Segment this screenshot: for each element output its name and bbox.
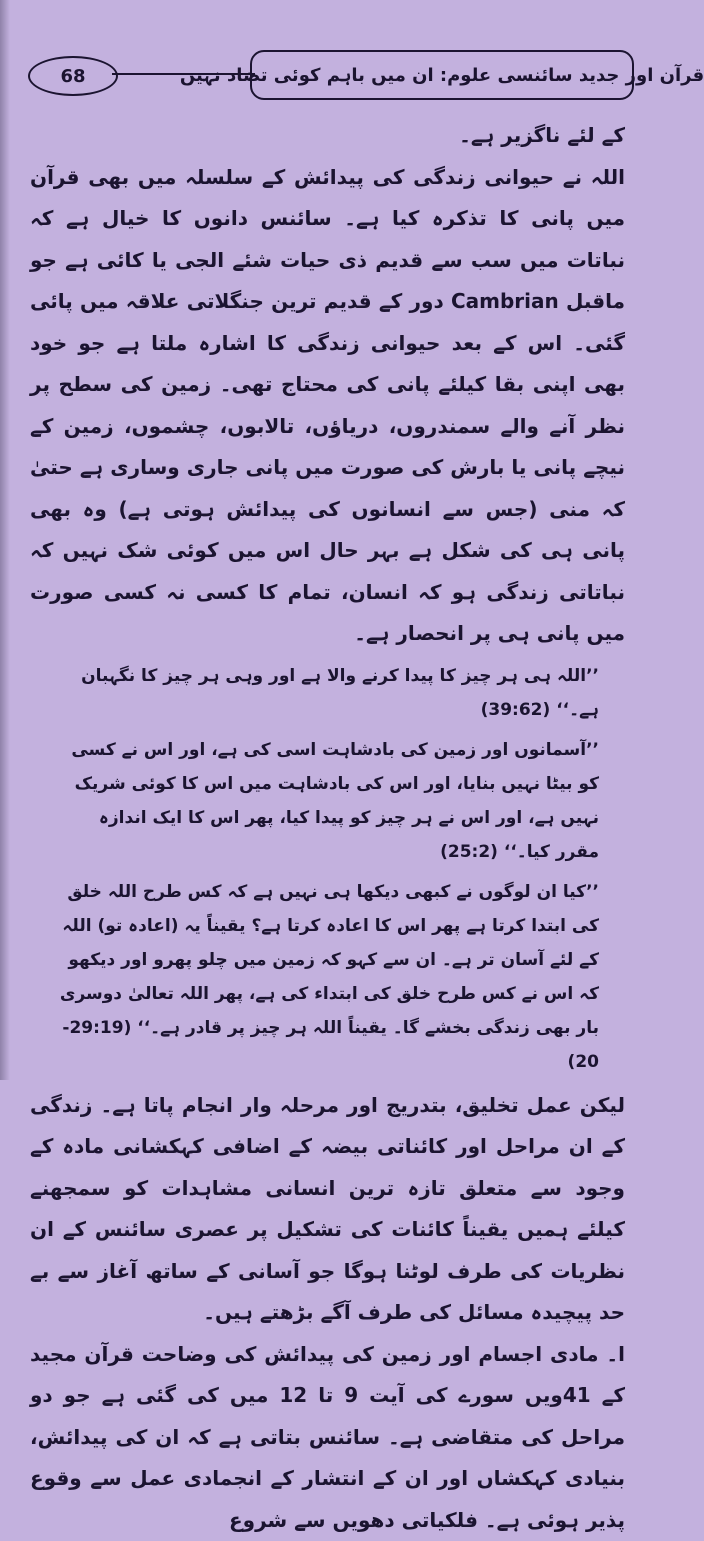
paragraph-4: ا۔ مادی اجسام اور زمین کی پیدائش کی وضاحت قرآن مجید کے 41ویں سورے کی آیت 9 تا 12 میں کی گئی ہے جو دو مراحل کی متقاضی ہے۔ سائنس بتاتی ہے کہ ان کی پیدائش، بنیادی کہکشاں اور ان کے انتشار کے انجمادی عمل سے وقوع پذیر ہوئی ہے۔ فلکیاتی دھویں سے شروع: [30, 1334, 625, 1541]
paragraph-2: اللہ نے حیوانی زندگی کی پیدائش کے سلسلہ میں بھی قرآن میں پانی کا تذکرہ کیا ہے۔ سائنس دانوں کا خیال ہے کہ نباتات میں سب سے قدیم ذی حیات شئے الجی یا کائی ہے جو ماقبل Cambrian دور کے قدیم ترین جنگلاتی علاقہ میں پائی گئی۔ اس کے بعد حیوانی زندگی کا اشارہ ملتا ہے جو خود بھی اپنی بقا کیلئے پانی کی محتاج تھی۔ زمین کی سطح پر نظر آنے والے سمندروں، دریاؤں، تالابوں، چشموں، زمین کے نیچے پانی یا بارش کی صورت میں پانی جاری وساری ہے حتیٰ کہ منی (جس سے انسانوں کی پیدائش ہوتی ہے) وہ بھی پانی ہی کی شکل ہے بہر حال اس میں کوئی شک نہیں کہ نباتاتی زندگی ہو کہ انسان، تمام کا کسی نہ کسی صورت میں پانی ہی پر انحصار ہے۔: [30, 157, 625, 655]
paragraph-3: لیکن عمل تخلیق، بتدریج اور مرحلہ وار انجام پاتا ہے۔ زندگی کے ان مراحل اور کائناتی بیضہ کے اضافی کہکشانی مادہ کے وجود سے متعلق تازہ ترین انسانی مشاہدات کو سمجھنے کیلئے ہمیں یقیناً کائنات کی تشکیل پر عصری سائنس کے ان نظریات کی طرف لوٹنا ہوگا جو آسانی کے ساتھ آغاز سے بے حد پیچیدہ مسائل کی طرف آگے بڑھتے ہیں۔: [30, 1085, 625, 1334]
page-header: [0, 40, 653, 100]
page-spine-shadow: [0, 0, 10, 1080]
page-body: [30, 115, 625, 1055]
quote-39-62: ’’اللہ ہی ہر چیز کا پیدا کرنے والا ہے اور وہی ہر چیز کا نگہبان ہے۔‘‘ (39:62): [56, 659, 599, 727]
quote-29-19-20: ’’کیا ان لوگوں نے کبھی دیکھا ہی نہیں ہے کہ کس طرح اللہ خلق کی ابتدا کرتا ہے پھر اس کا اعادہ کرتا ہے؟ یقیناً یہ (اعادہ تو) اللہ کے لئے آسان تر ہے۔ ان سے کہو کہ زمین میں چلو پھرو اور دیکھو کہ اس نے کس طرح خلق کی ابتداء کی ہے، پھر اللہ تعالیٰ دوسری بار بھی زندگی بخشے گا۔ یقیناً اللہ ہر چیز پر قادر ہے۔‘‘ (29:19-20): [56, 875, 599, 1079]
paragraph-1: کے لئے ناگزیر ہے۔: [30, 115, 625, 157]
quote-25-2: ’’آسمانوں اور زمین کی بادشاہت اسی کی ہے، اور اس نے کسی کو بیٹا نہیں بنایا، اور اس کی بادشاہت میں اس کا کوئی شریک نہیں ہے، اور اس نے ہر چیز کو پیدا کیا، پھر اس کا ایک اندازہ مقرر کیا۔‘‘ (25:2): [56, 733, 599, 869]
running-title: قرآن اور جدید سائنسی علوم: ان میں باہم کوئی تضاد نہیں: [250, 50, 634, 100]
page-number: 68: [28, 56, 118, 96]
